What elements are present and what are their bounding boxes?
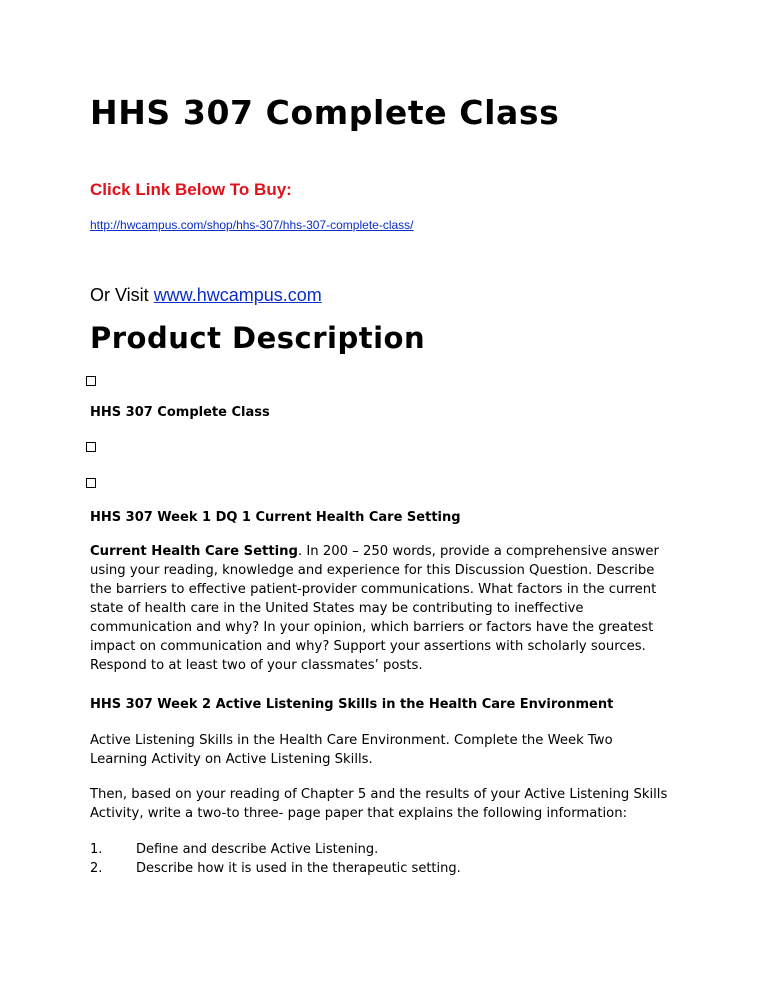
week2-paragraph-2: Then, based on your reading of Chapter 5 and the results of your Active Listening Skills Activity, write a two-to three- page paper that explains the following information: <box>90 787 668 821</box>
checkbox-square-icon <box>86 478 96 488</box>
week1-lead-bold: Current Health Care Setting <box>90 544 298 559</box>
visit-link[interactable]: www.hwcampus.com <box>153 285 322 305</box>
product-description-heading: Product Description <box>90 321 426 355</box>
page-title: HHS 307 Complete Class <box>90 93 560 132</box>
week2-heading: HHS 307 Week 2 Active Listening Skills in the Health Care Environment <box>90 697 614 712</box>
list-item: 2. Describe how it is used in the therapeutic setting. <box>90 861 461 876</box>
checkbox-square-icon <box>86 442 96 452</box>
week2-list <box>90 840 461 878</box>
week1-paragraph: Current Health Care Setting. In 200 – 250 words, provide a comprehensive answer using your reading, knowledge and experience for this Discussion Question. Describe the barriers to effective patient-provider communications. What factors in the current state of health care in the United States may be contributing to ineffective communication and why? In your opinion, which barriers or factors have the greatest impact on communication and why? Support your assertions with scholarly sources. Respond to at least two of your classmates’ posts. <box>90 544 659 673</box>
week2-paragraph-1: Active Listening Skills in the Health Care Environment. Complete the Week Two Learning Activity on Active Listening Skills. <box>90 733 613 767</box>
buy-label: Click Link Below To Buy: <box>90 180 292 199</box>
visit-prefix: Or Visit <box>90 285 154 305</box>
checkbox-square-icon <box>86 376 96 386</box>
week1-heading: HHS 307 Week 1 DQ 1 Current Health Care Setting <box>90 510 461 525</box>
buy-link[interactable]: http://hwcampus.com/shop/hhs-307/hhs-307-complete-class/ <box>90 218 414 232</box>
item-title: HHS 307 Complete Class <box>90 405 270 420</box>
visit-line <box>90 285 322 306</box>
list-item: 1. Define and describe Active Listening. <box>90 842 379 857</box>
